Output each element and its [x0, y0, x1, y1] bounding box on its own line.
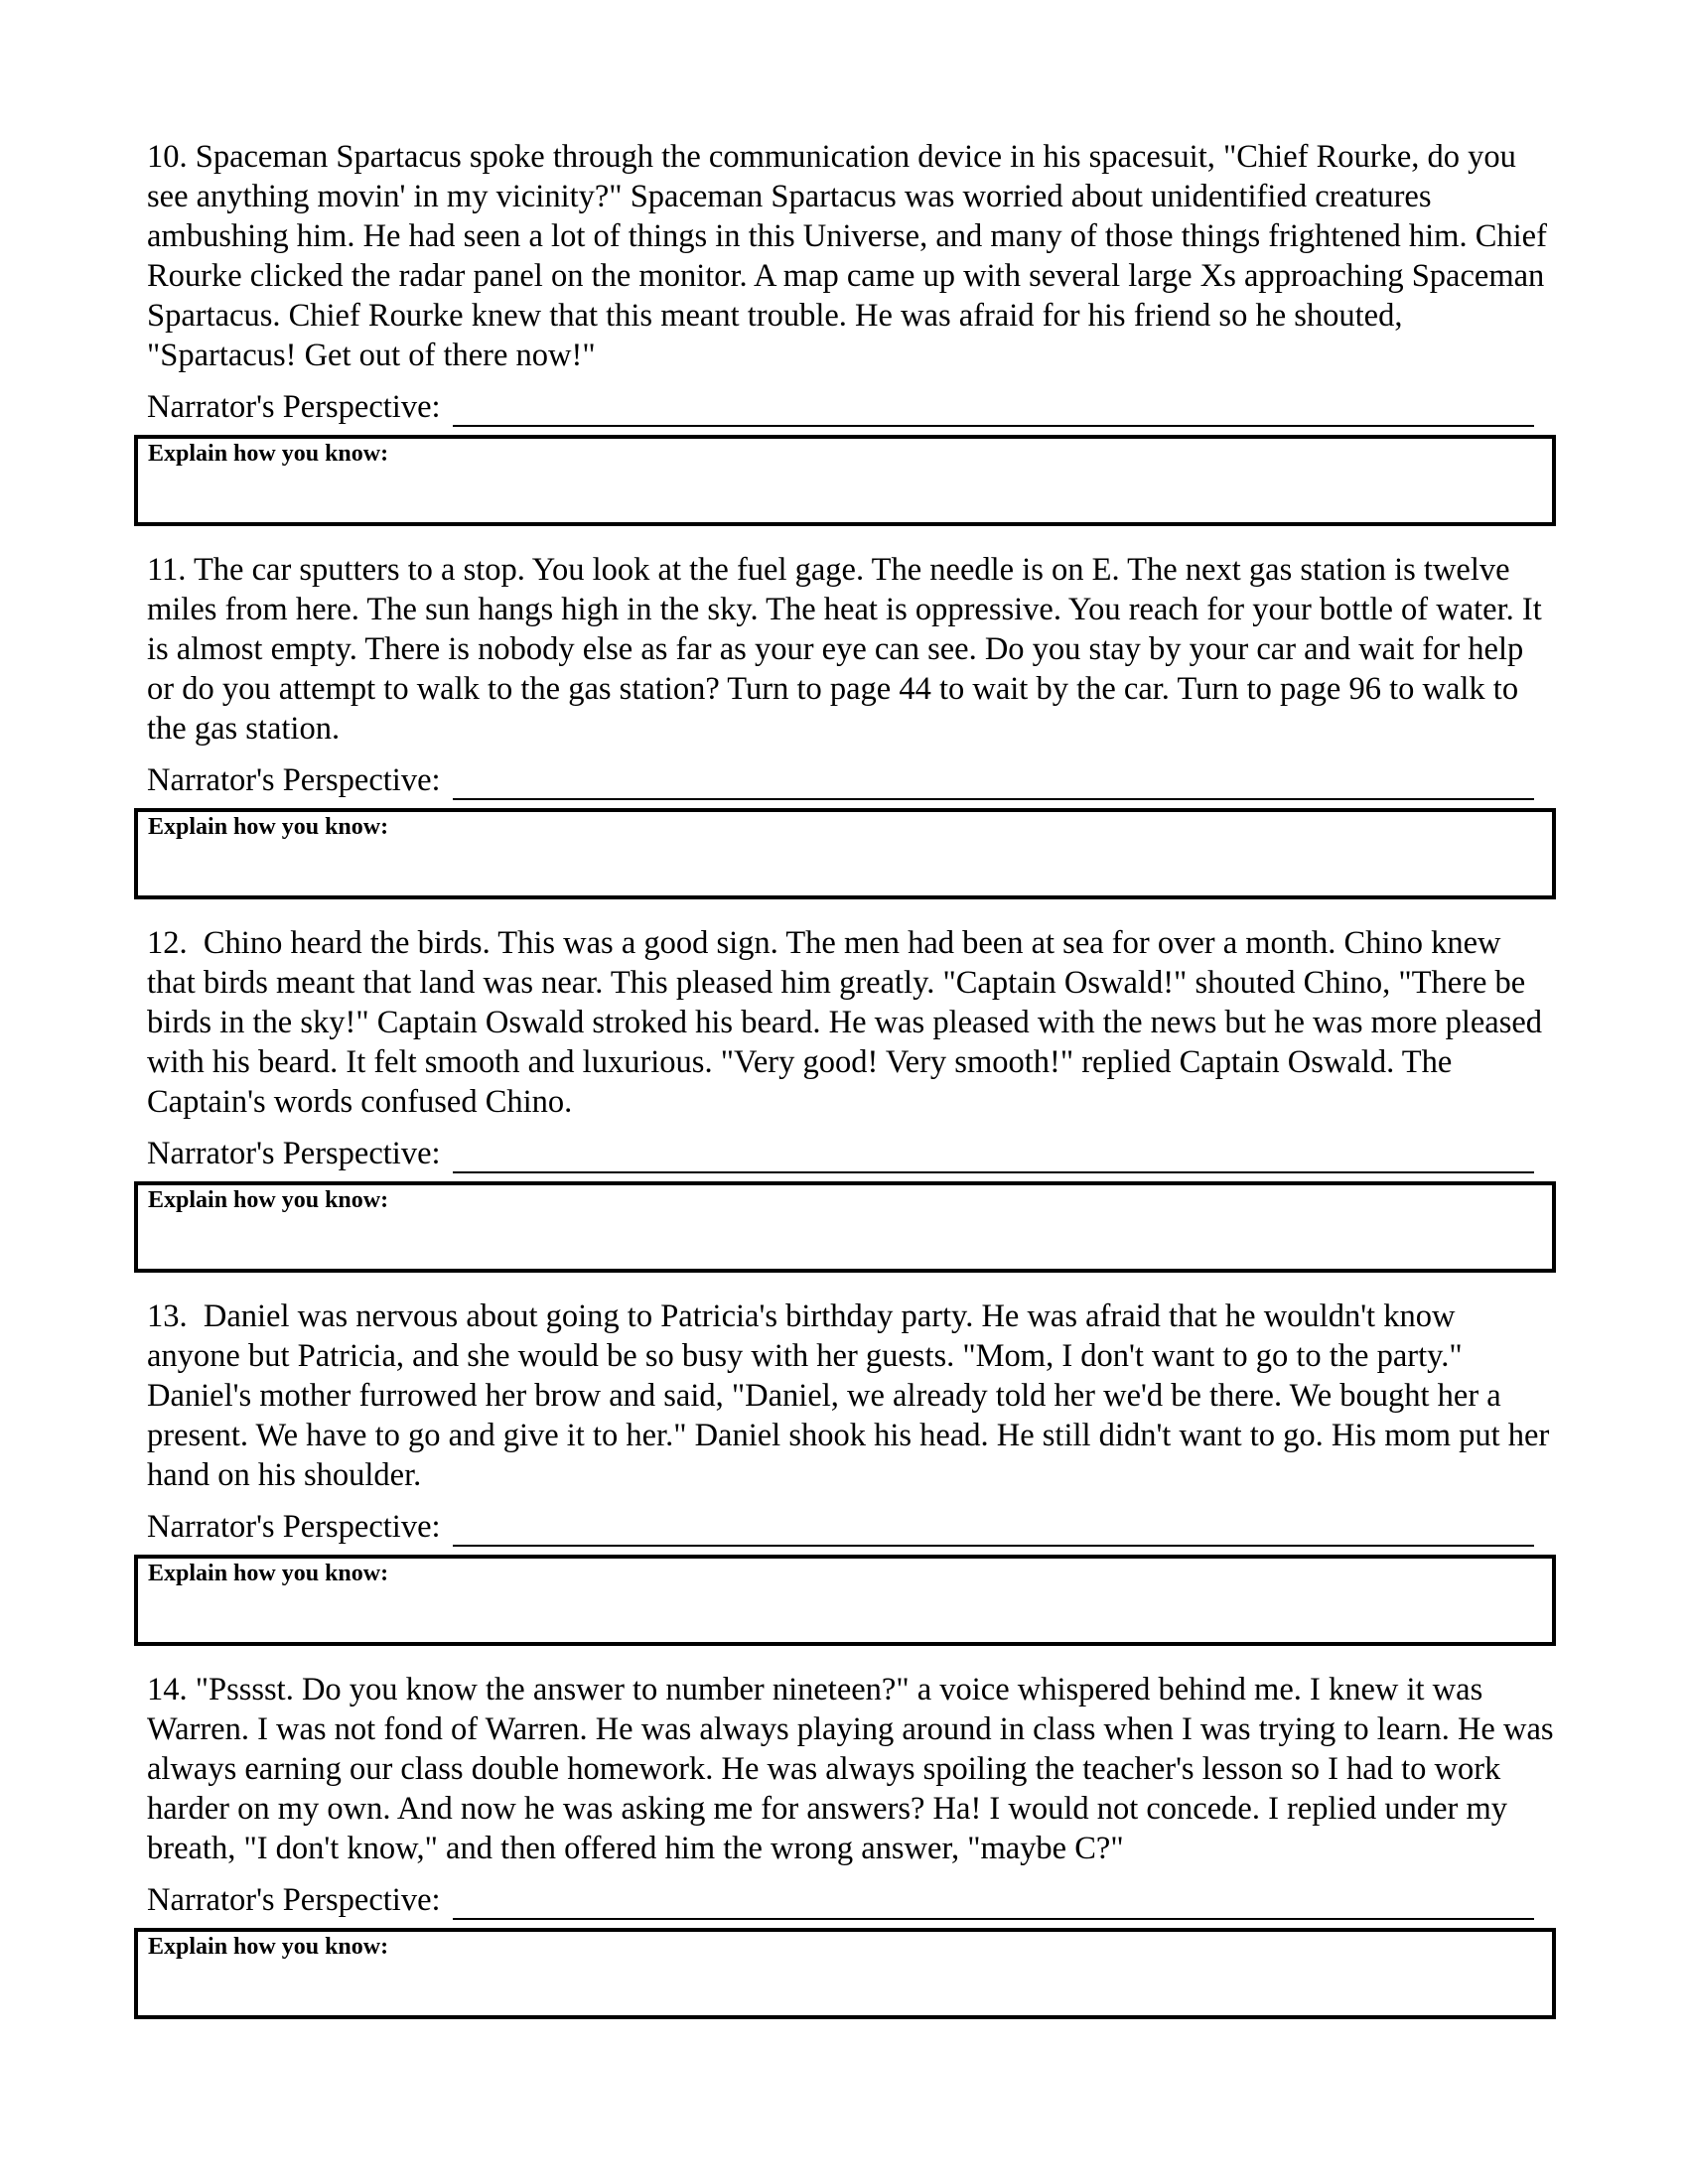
explain-how-you-know-label: Explain how you know:: [148, 1561, 389, 1586]
explain-how-you-know-label: Explain how you know:: [148, 814, 389, 840]
narrators-perspective-label: Narrator's Perspective:: [147, 389, 441, 425]
narrators-perspective-row: [147, 760, 1556, 800]
narrators-perspective-answer-blank[interactable]: [453, 1136, 1534, 1173]
narrators-perspective-answer-blank[interactable]: [453, 1882, 1534, 1920]
narrators-perspective-row: [147, 387, 1556, 427]
passage-section: [147, 1297, 1556, 1646]
passage-text: 12. Chino heard the birds. This was a good sign. The men had been at sea for over a month. Chino knew that birds meant that land was near. This pleased him greatly. "Captain Oswald!" shouted Chino, "There be birds in the sky!" Captain Oswald stroked his beard. He was pleased with the news but he was more pleased with his beard. It felt smooth and luxurious. "Very good! Very smooth!" replied Captain Oswald. The Captain's words confused Chino.: [147, 925, 1551, 1120]
narrators-perspective-label: Narrator's Perspective:: [147, 1509, 441, 1545]
narrators-perspective-label: Narrator's Perspective:: [147, 1882, 441, 1918]
narrators-perspective-row: [147, 1507, 1556, 1547]
narrators-perspective-label: Narrator's Perspective:: [147, 1136, 441, 1171]
passage-text: 11. The car sputters to a stop. You look at the fuel gage. The needle is on E. The next gas station is twelve miles from here. The sun hangs high in the sky. The heat is oppressive. You reach for your bottle of water. It is almost empty. There is nobody else as far as your eye can see. Do you stay by your car and wait for help or do you attempt to walk to the gas station? Turn to page 44 to wait by the car. Turn to page 96 to walk to the gas station.: [147, 552, 1550, 747]
explain-how-you-know-label: Explain how you know:: [148, 1187, 389, 1213]
explain-how-you-know-label: Explain how you know:: [148, 1934, 389, 1960]
passage-section: [147, 1670, 1562, 2019]
narrators-perspective-answer-blank[interactable]: [453, 762, 1534, 800]
passage-section: [147, 550, 1556, 899]
passage-section: [147, 137, 1556, 526]
explain-how-you-know-label: Explain how you know:: [148, 441, 389, 467]
explain-box: [134, 435, 1556, 526]
explain-answer-area[interactable]: [138, 842, 1552, 893]
explain-box: [134, 1928, 1556, 2019]
explain-box: [134, 808, 1556, 899]
passage-text: 14. "Psssst. Do you know the answer to number nineteen?" a voice whispered behind me. I knew it was Warren. I was not fond of Warren. He was always playing around in class when I was trying to learn. He was always earning our class double homework. He was always spoiling the teacher's lesson so I had to work harder on my own. And now he was asking me for answers? Ha! I would not concede. I replied under my breath, "I don't know," and then offered him the wrong answer, "maybe C?": [147, 1672, 1562, 1866]
narrators-perspective-label: Narrator's Perspective:: [147, 762, 441, 798]
worksheet-sections: [147, 137, 1562, 2019]
passage-section: [147, 923, 1556, 1273]
explain-answer-area[interactable]: [138, 1962, 1552, 2013]
explain-box: [134, 1181, 1556, 1273]
narrators-perspective-answer-blank[interactable]: [453, 389, 1534, 427]
narrators-perspective-row: [147, 1880, 1556, 1920]
explain-answer-area[interactable]: [138, 469, 1552, 520]
explain-box: [134, 1555, 1556, 1646]
explain-answer-area[interactable]: [138, 1215, 1552, 1267]
passage-text: 13. Daniel was nervous about going to Patricia's birthday party. He was afraid that he wouldn't know anyone but Patricia, and she would be so busy with her guests. "Mom, I don't want to go to the party." Daniel's mother furrowed her brow and said, "Daniel, we already told her we'd be there. We bought her a present. We have to go and give it to her." Daniel shook his head. He still didn't want to go. His mom put her hand on his shoulder.: [147, 1298, 1558, 1493]
explain-answer-area[interactable]: [138, 1588, 1552, 1640]
narrators-perspective-answer-blank[interactable]: [453, 1509, 1534, 1547]
narrators-perspective-row: [147, 1134, 1556, 1173]
passage-text: 10. Spaceman Spartacus spoke through the communication device in his spacesuit, "Chief Rourke, do you see anything movin' in my vicinity?" Spaceman Spartacus was worried about unidentified creatures ambushing him. He had seen a lot of things in this Universe, and many of those things frightened him. Chief Rourke clicked the radar panel on the monitor. A map came up with several large Xs approaching Spaceman Spartacus. Chief Rourke knew that this meant trouble. He was afraid for his friend so he shouted, "Spartacus! Get out of there now!": [147, 139, 1556, 373]
